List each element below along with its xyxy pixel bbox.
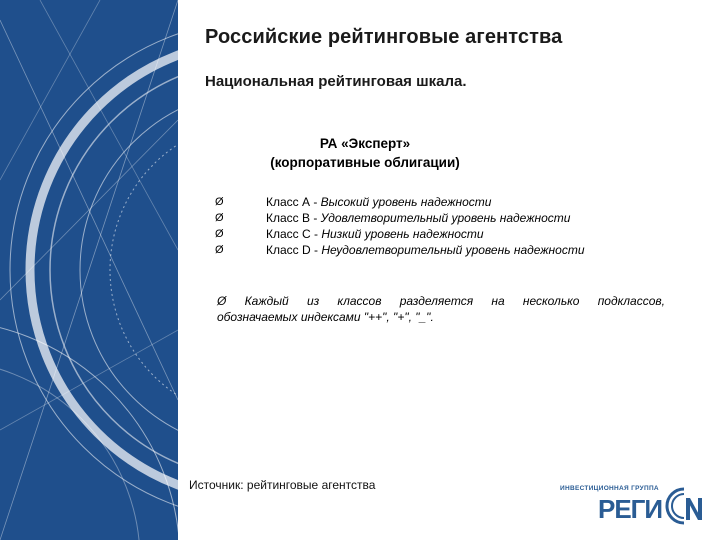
class-description: Удовлетворительный уровень надежности (320, 211, 571, 225)
class-label: Класс А - (266, 195, 321, 209)
agency-name: РА «Эксперт» (319, 136, 411, 151)
decorative-sidebar (0, 0, 178, 540)
logo-caption: ИНВЕСТИЦИОННАЯ ГРУППА (560, 485, 659, 492)
list-item (215, 242, 695, 258)
class-label: Класс D - (266, 243, 322, 257)
agency-scope: (корпоративные облигации) (270, 155, 460, 170)
note-line-2: обозначаемых индексами "++", "+", "_". (217, 310, 434, 324)
list-item (215, 194, 695, 210)
arrow-bullet-icon: Ø (215, 212, 224, 224)
source-caption: Источник: рейтинговые агентства (189, 478, 376, 492)
arrow-bullet-icon: Ø (215, 244, 224, 256)
agency-block (200, 134, 530, 172)
class-description: Высокий уровень надежности (320, 195, 492, 209)
list-item (215, 226, 695, 242)
logo-name: РЕГИ (598, 494, 663, 524)
class-description: Низкий уровень надежности (321, 227, 484, 241)
note-line-1: Каждый из классов разделяется на несколько подклассов, (244, 294, 665, 308)
note-bullet-icon: Ø (217, 294, 227, 308)
region-logo (558, 482, 708, 528)
arrow-bullet-icon: Ø (215, 196, 224, 208)
sidebar-arcs-graphic (0, 0, 178, 540)
class-description: Неудовлетворительный уровень надежности (321, 243, 585, 257)
page-subtitle: Национальная рейтинговая шкала. (205, 73, 467, 90)
class-label: Класс В - (266, 211, 321, 225)
page-title: Российские рейтинговые агентства (205, 26, 563, 48)
class-label: Класс С - (266, 227, 322, 241)
list-item (215, 210, 695, 226)
rating-classes-list (215, 194, 695, 258)
arrow-bullet-icon: Ø (215, 228, 224, 240)
logo-emblem-icon (662, 486, 706, 526)
subclass-note (217, 293, 665, 325)
